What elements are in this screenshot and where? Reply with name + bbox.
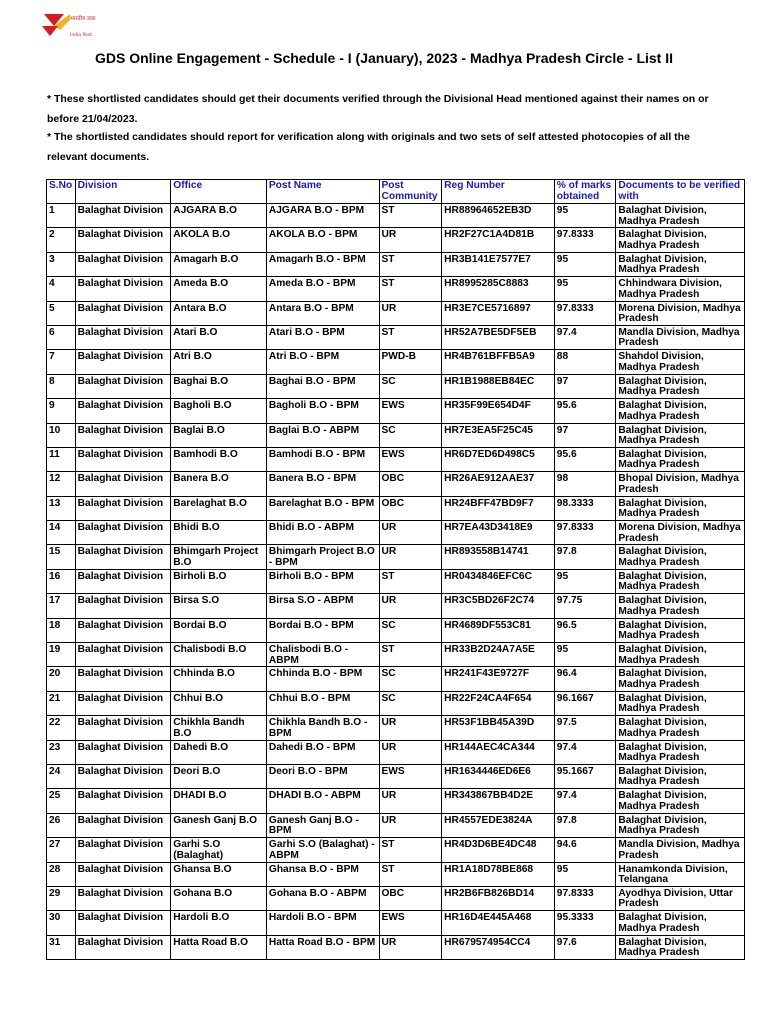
cell-marks: 95: [554, 277, 616, 301]
cell-division: Balaghat Division: [75, 594, 171, 618]
cell-post-name: Amagarh B.O - BPM: [266, 252, 379, 276]
cell-post-community: SC: [379, 618, 442, 642]
cell-documents: Balaghat Division, Madhya Pradesh: [616, 643, 745, 667]
table-row: [47, 935, 745, 959]
column-header-office: Office: [171, 180, 267, 204]
table-row: [47, 691, 745, 715]
cell-division: Balaghat Division: [75, 886, 171, 910]
cell-marks: 97.75: [554, 594, 616, 618]
cell-documents: Balaghat Division, Madhya Pradesh: [616, 691, 745, 715]
cell-post-community: ST: [379, 569, 442, 593]
cell-post-community: SC: [379, 423, 442, 447]
cell-post-name: Dahedi B.O - BPM: [266, 740, 379, 764]
cell-reg-number: HR3C5BD26F2C74: [442, 594, 555, 618]
cell-post-community: OBC: [379, 496, 442, 520]
cell-marks: 97.4: [554, 789, 616, 813]
cell-division: Balaghat Division: [75, 569, 171, 593]
cell-reg-number: HR22F24CA4F654: [442, 691, 555, 715]
column-header-reg-number: Reg Number: [442, 180, 555, 204]
cell-post-community: ST: [379, 252, 442, 276]
cell-division: Balaghat Division: [75, 447, 171, 471]
cell-marks: 97.8333: [554, 301, 616, 325]
cell-sno: 21: [47, 691, 76, 715]
cell-documents: Balaghat Division, Madhya Pradesh: [616, 667, 745, 691]
cell-division: Balaghat Division: [75, 862, 171, 886]
table-row: [47, 252, 745, 276]
cell-sno: 26: [47, 813, 76, 837]
cell-documents: Balaghat Division, Madhya Pradesh: [616, 204, 745, 228]
cell-marks: 97.8333: [554, 228, 616, 252]
column-header-marks: % of marks obtained: [554, 180, 616, 204]
cell-post-community: OBC: [379, 472, 442, 496]
cell-reg-number: HR893558B14741: [442, 545, 555, 569]
table-row: [47, 618, 745, 642]
cell-sno: 5: [47, 301, 76, 325]
column-header-documents: Documents to be verified with: [616, 180, 745, 204]
cell-reg-number: HR1A18D78BE868: [442, 862, 555, 886]
cell-division: Balaghat Division: [75, 228, 171, 252]
cell-sno: 15: [47, 545, 76, 569]
cell-post-name: Bhidi B.O - ABPM: [266, 521, 379, 545]
cell-post-name: Garhi S.O (Balaghat) - ABPM: [266, 838, 379, 862]
cell-sno: 12: [47, 472, 76, 496]
cell-division: Balaghat Division: [75, 325, 171, 349]
cell-post-name: Baglai B.O - ABPM: [266, 423, 379, 447]
cell-sno: 24: [47, 764, 76, 788]
cell-marks: 95.6: [554, 399, 616, 423]
cell-sno: 6: [47, 325, 76, 349]
table-row: [47, 862, 745, 886]
cell-reg-number: HR7E3EA5F25C45: [442, 423, 555, 447]
cell-marks: 97: [554, 423, 616, 447]
cell-division: Balaghat Division: [75, 667, 171, 691]
cell-post-community: UR: [379, 521, 442, 545]
india-post-emblem-icon: [40, 6, 112, 40]
table-row: [47, 350, 745, 374]
cell-office: Bamhodi B.O: [171, 447, 267, 471]
cell-post-name: Atari B.O - BPM: [266, 325, 379, 349]
cell-reg-number: HR26AE912AAE37: [442, 472, 555, 496]
cell-marks: 97: [554, 374, 616, 398]
cell-documents: Hanamkonda Division, Telangana: [616, 862, 745, 886]
cell-reg-number: HR33B2D24A7A5E: [442, 643, 555, 667]
cell-sno: 30: [47, 911, 76, 935]
cell-post-name: Chikhla Bandh B.O - BPM: [266, 716, 379, 740]
cell-marks: 95.3333: [554, 911, 616, 935]
cell-post-name: Chalisbodi B.O - ABPM: [266, 643, 379, 667]
cell-office: Banera B.O: [171, 472, 267, 496]
cell-sno: 14: [47, 521, 76, 545]
cell-documents: Balaghat Division, Madhya Pradesh: [616, 740, 745, 764]
cell-documents: Balaghat Division, Madhya Pradesh: [616, 423, 745, 447]
cell-reg-number: HR4689DF553C81: [442, 618, 555, 642]
cell-sno: 17: [47, 594, 76, 618]
cell-post-community: ST: [379, 643, 442, 667]
table-row: [47, 399, 745, 423]
cell-division: Balaghat Division: [75, 764, 171, 788]
cell-marks: 95.6: [554, 447, 616, 471]
cell-sno: 13: [47, 496, 76, 520]
cell-sno: 9: [47, 399, 76, 423]
cell-documents: Mandla Division, Madhya Pradesh: [616, 325, 745, 349]
cell-office: Bagholi B.O: [171, 399, 267, 423]
cell-office: Garhi S.O (Balaghat): [171, 838, 267, 862]
cell-documents: Balaghat Division, Madhya Pradesh: [616, 594, 745, 618]
cell-division: Balaghat Division: [75, 813, 171, 837]
cell-reg-number: HR241F43E9727F: [442, 667, 555, 691]
cell-office: Ganesh Ganj B.O: [171, 813, 267, 837]
cell-division: Balaghat Division: [75, 252, 171, 276]
cell-post-name: Bagholi B.O - BPM: [266, 399, 379, 423]
table-row: [47, 301, 745, 325]
cell-office: Antara B.O: [171, 301, 267, 325]
cell-sno: 4: [47, 277, 76, 301]
cell-documents: Morena Division, Madhya Pradesh: [616, 521, 745, 545]
cell-office: Birsa S.O: [171, 594, 267, 618]
cell-office: Atri B.O: [171, 350, 267, 374]
cell-documents: Balaghat Division, Madhya Pradesh: [616, 252, 745, 276]
cell-post-community: ST: [379, 862, 442, 886]
cell-office: Gohana B.O: [171, 886, 267, 910]
cell-documents: Balaghat Division, Madhya Pradesh: [616, 911, 745, 935]
table-row: [47, 569, 745, 593]
cell-reg-number: HR1634446ED6E6: [442, 764, 555, 788]
cell-post-community: UR: [379, 545, 442, 569]
cell-reg-number: HR52A7BE5DF5EB: [442, 325, 555, 349]
cell-reg-number: HR679574954CC4: [442, 935, 555, 959]
cell-post-name: Chhinda B.O - BPM: [266, 667, 379, 691]
cell-post-name: Bhimgarh Project B.O - BPM: [266, 545, 379, 569]
cell-sno: 27: [47, 838, 76, 862]
cell-marks: 96.5: [554, 618, 616, 642]
cell-division: Balaghat Division: [75, 423, 171, 447]
logo-text: भारतीय डाक: [70, 16, 96, 22]
cell-documents: Balaghat Division, Madhya Pradesh: [616, 764, 745, 788]
cell-sno: 19: [47, 643, 76, 667]
cell-division: Balaghat Division: [75, 301, 171, 325]
cell-marks: 95: [554, 862, 616, 886]
cell-office: Bordai B.O: [171, 618, 267, 642]
cell-division: Balaghat Division: [75, 618, 171, 642]
cell-marks: 97.8333: [554, 886, 616, 910]
cell-marks: 95: [554, 204, 616, 228]
cell-reg-number: HR6D7ED6D498C5: [442, 447, 555, 471]
cell-reg-number: HR88964652EB3D: [442, 204, 555, 228]
logo-subtext: India Post: [70, 33, 92, 38]
table-row: [47, 521, 745, 545]
cell-marks: 95: [554, 569, 616, 593]
table-row: [47, 496, 745, 520]
cell-post-name: Deori B.O - BPM: [266, 764, 379, 788]
cell-marks: 95: [554, 252, 616, 276]
cell-documents: Balaghat Division, Madhya Pradesh: [616, 545, 745, 569]
cell-reg-number: HR144AEC4CA344: [442, 740, 555, 764]
table-row: [47, 594, 745, 618]
cell-division: Balaghat Division: [75, 399, 171, 423]
cell-office: Chikhla Bandh B.O: [171, 716, 267, 740]
table-row: [47, 886, 745, 910]
cell-office: Ghansa B.O: [171, 862, 267, 886]
cell-post-name: Baghai B.O - BPM: [266, 374, 379, 398]
cell-sno: 29: [47, 886, 76, 910]
cell-sno: 23: [47, 740, 76, 764]
cell-post-community: ST: [379, 325, 442, 349]
cell-marks: 96.4: [554, 667, 616, 691]
column-header-post-community: Post Community: [379, 180, 442, 204]
cell-documents: Balaghat Division, Madhya Pradesh: [616, 447, 745, 471]
cell-reg-number: HR4D3D6BE4DC48: [442, 838, 555, 862]
cell-sno: 28: [47, 862, 76, 886]
cell-sno: 16: [47, 569, 76, 593]
cell-division: Balaghat Division: [75, 374, 171, 398]
cell-office: Hardoli B.O: [171, 911, 267, 935]
cell-marks: 97.8333: [554, 521, 616, 545]
cell-office: Chhui B.O: [171, 691, 267, 715]
cell-office: Atari B.O: [171, 325, 267, 349]
cell-reg-number: HR0434846EFC6C: [442, 569, 555, 593]
column-header-division: Division: [75, 180, 171, 204]
table-row: [47, 716, 745, 740]
cell-reg-number: HR7EA43D3418E9: [442, 521, 555, 545]
cell-office: Amagarh B.O: [171, 252, 267, 276]
table-body: [47, 204, 745, 960]
table-row: [47, 228, 745, 252]
cell-documents: Balaghat Division, Madhya Pradesh: [616, 789, 745, 813]
table-row: [47, 472, 745, 496]
cell-documents: Balaghat Division, Madhya Pradesh: [616, 374, 745, 398]
cell-office: Bhidi B.O: [171, 521, 267, 545]
cell-post-name: AJGARA B.O - BPM: [266, 204, 379, 228]
cell-office: AKOLA B.O: [171, 228, 267, 252]
cell-post-community: UR: [379, 813, 442, 837]
cell-post-community: UR: [379, 935, 442, 959]
column-header-post-name: Post Name: [266, 180, 379, 204]
table-row: [47, 643, 745, 667]
cell-post-community: UR: [379, 594, 442, 618]
cell-marks: 94.6: [554, 838, 616, 862]
cell-office: Deori B.O: [171, 764, 267, 788]
cell-marks: 96.1667: [554, 691, 616, 715]
cell-post-community: SC: [379, 374, 442, 398]
cell-documents: Mandla Division, Madhya Pradesh: [616, 838, 745, 862]
cell-post-name: Birholi B.O - BPM: [266, 569, 379, 593]
cell-documents: Balaghat Division, Madhya Pradesh: [616, 399, 745, 423]
cell-division: Balaghat Division: [75, 496, 171, 520]
cell-documents: Morena Division, Madhya Pradesh: [616, 301, 745, 325]
cell-post-name: Bamhodi B.O - BPM: [266, 447, 379, 471]
cell-reg-number: HR53F1BB45A39D: [442, 716, 555, 740]
shortlist-table: [46, 179, 745, 960]
cell-reg-number: HR4557EDE3824A: [442, 813, 555, 837]
table-row: [47, 764, 745, 788]
cell-post-community: EWS: [379, 764, 442, 788]
table-row: [47, 325, 745, 349]
cell-post-name: DHADI B.O - ABPM: [266, 789, 379, 813]
cell-reg-number: HR24BFF47BD9F7: [442, 496, 555, 520]
cell-post-community: EWS: [379, 399, 442, 423]
instruction-note-verification-deadline: * These shortlisted candidates should get their documents verified through the Divisional Head mentioned against their names on or before 21/04/2023.: [47, 93, 709, 125]
cell-division: Balaghat Division: [75, 545, 171, 569]
cell-post-name: Gohana B.O - ABPM: [266, 886, 379, 910]
cell-post-community: SC: [379, 667, 442, 691]
cell-post-community: UR: [379, 740, 442, 764]
cell-post-name: Birsa S.O - ABPM: [266, 594, 379, 618]
cell-post-community: ST: [379, 838, 442, 862]
cell-reg-number: HR2F27C1A4D81B: [442, 228, 555, 252]
cell-office: AJGARA B.O: [171, 204, 267, 228]
cell-sno: 2: [47, 228, 76, 252]
cell-sno: 25: [47, 789, 76, 813]
cell-office: DHADI B.O: [171, 789, 267, 813]
cell-office: Barelaghat B.O: [171, 496, 267, 520]
cell-post-name: Bordai B.O - BPM: [266, 618, 379, 642]
cell-documents: Bhopal Division, Madhya Pradesh: [616, 472, 745, 496]
cell-documents: Shahdol Division, Madhya Pradesh: [616, 350, 745, 374]
table-row: [47, 374, 745, 398]
cell-documents: Balaghat Division, Madhya Pradesh: [616, 813, 745, 837]
table-row: [47, 277, 745, 301]
cell-post-name: AKOLA B.O - BPM: [266, 228, 379, 252]
cell-office: Baglai B.O: [171, 423, 267, 447]
cell-post-name: Banera B.O - BPM: [266, 472, 379, 496]
table-row: [47, 447, 745, 471]
instruction-note-documents: * The shortlisted candidates should report for verification along with originals and two sets of self attested photocopies of all the relevant documents.: [47, 131, 690, 163]
cell-post-name: Ganesh Ganj B.O - BPM: [266, 813, 379, 837]
cell-reg-number: HR35F99E654D4F: [442, 399, 555, 423]
cell-marks: 97.8: [554, 813, 616, 837]
cell-marks: 98.3333: [554, 496, 616, 520]
cell-documents: Ayodhya Division, Uttar Pradesh: [616, 886, 745, 910]
table-header-row: [47, 180, 745, 204]
cell-division: Balaghat Division: [75, 277, 171, 301]
cell-sno: 8: [47, 374, 76, 398]
cell-division: Balaghat Division: [75, 911, 171, 935]
cell-reg-number: HR3B141E7577E7: [442, 252, 555, 276]
cell-division: Balaghat Division: [75, 740, 171, 764]
table-row: [47, 838, 745, 862]
cell-sno: 7: [47, 350, 76, 374]
cell-sno: 31: [47, 935, 76, 959]
cell-division: Balaghat Division: [75, 643, 171, 667]
cell-documents: Balaghat Division, Madhya Pradesh: [616, 716, 745, 740]
cell-sno: 1: [47, 204, 76, 228]
cell-post-name: Antara B.O - BPM: [266, 301, 379, 325]
cell-division: Balaghat Division: [75, 716, 171, 740]
cell-marks: 88: [554, 350, 616, 374]
cell-reg-number: HR4B761BFFB5A9: [442, 350, 555, 374]
cell-marks: 97.6: [554, 935, 616, 959]
table-row: [47, 545, 745, 569]
cell-post-community: UR: [379, 716, 442, 740]
cell-marks: 95: [554, 643, 616, 667]
cell-documents: Balaghat Division, Madhya Pradesh: [616, 496, 745, 520]
cell-reg-number: HR3E7CE5716897: [442, 301, 555, 325]
cell-division: Balaghat Division: [75, 789, 171, 813]
cell-office: Chalisbodi B.O: [171, 643, 267, 667]
cell-marks: 97.4: [554, 325, 616, 349]
cell-sno: 20: [47, 667, 76, 691]
cell-sno: 22: [47, 716, 76, 740]
cell-reg-number: HR16D4E445A468: [442, 911, 555, 935]
cell-post-name: Ameda B.O - BPM: [266, 277, 379, 301]
cell-documents: Balaghat Division, Madhya Pradesh: [616, 618, 745, 642]
table-row: [47, 813, 745, 837]
table-row: [47, 740, 745, 764]
cell-division: Balaghat Division: [75, 838, 171, 862]
cell-reg-number: HR8995285C8883: [442, 277, 555, 301]
cell-sno: 11: [47, 447, 76, 471]
cell-post-community: SC: [379, 691, 442, 715]
page-title: GDS Online Engagement - Schedule - I (January), 2023 - Madhya Pradesh Circle - List II: [94, 50, 674, 66]
cell-marks: 97.4: [554, 740, 616, 764]
cell-post-community: ST: [379, 277, 442, 301]
table-row: [47, 789, 745, 813]
cell-marks: 97.5: [554, 716, 616, 740]
cell-post-name: Hatta Road B.O - BPM: [266, 935, 379, 959]
cell-post-name: Hardoli B.O - BPM: [266, 911, 379, 935]
india-post-logo: [40, 6, 112, 40]
cell-office: Baghai B.O: [171, 374, 267, 398]
cell-marks: 97.8: [554, 545, 616, 569]
table-row: [47, 204, 745, 228]
cell-documents: Balaghat Division, Madhya Pradesh: [616, 935, 745, 959]
column-header-sno: S.No: [47, 180, 76, 204]
cell-reg-number: HR2B6FB826BD14: [442, 886, 555, 910]
cell-documents: Balaghat Division, Madhya Pradesh: [616, 569, 745, 593]
cell-sno: 10: [47, 423, 76, 447]
cell-office: Hatta Road B.O: [171, 935, 267, 959]
cell-sno: 18: [47, 618, 76, 642]
table-row: [47, 423, 745, 447]
table-row: [47, 911, 745, 935]
cell-office: Dahedi B.O: [171, 740, 267, 764]
cell-post-community: EWS: [379, 447, 442, 471]
cell-division: Balaghat Division: [75, 350, 171, 374]
cell-post-community: UR: [379, 228, 442, 252]
cell-reg-number: HR1B1988EB84EC: [442, 374, 555, 398]
cell-documents: Balaghat Division, Madhya Pradesh: [616, 228, 745, 252]
cell-documents: Chhindwara Division, Madhya Pradesh: [616, 277, 745, 301]
cell-division: Balaghat Division: [75, 204, 171, 228]
cell-reg-number: HR343867BB4D2E: [442, 789, 555, 813]
cell-division: Balaghat Division: [75, 472, 171, 496]
cell-marks: 98: [554, 472, 616, 496]
cell-office: Chhinda B.O: [171, 667, 267, 691]
cell-post-community: ST: [379, 204, 442, 228]
cell-office: Birholi B.O: [171, 569, 267, 593]
table-row: [47, 667, 745, 691]
cell-post-name: Atri B.O - BPM: [266, 350, 379, 374]
cell-sno: 3: [47, 252, 76, 276]
cell-post-community: EWS: [379, 911, 442, 935]
cell-post-community: UR: [379, 301, 442, 325]
cell-marks: 95.1667: [554, 764, 616, 788]
cell-post-name: Barelaghat B.O - BPM: [266, 496, 379, 520]
cell-post-name: Chhui B.O - BPM: [266, 691, 379, 715]
cell-division: Balaghat Division: [75, 521, 171, 545]
cell-office: Bhimgarh Project B.O: [171, 545, 267, 569]
cell-office: Ameda B.O: [171, 277, 267, 301]
cell-post-community: OBC: [379, 886, 442, 910]
cell-post-community: PWD-B: [379, 350, 442, 374]
cell-division: Balaghat Division: [75, 691, 171, 715]
cell-division: Balaghat Division: [75, 935, 171, 959]
cell-post-community: UR: [379, 789, 442, 813]
cell-post-name: Ghansa B.O - BPM: [266, 862, 379, 886]
